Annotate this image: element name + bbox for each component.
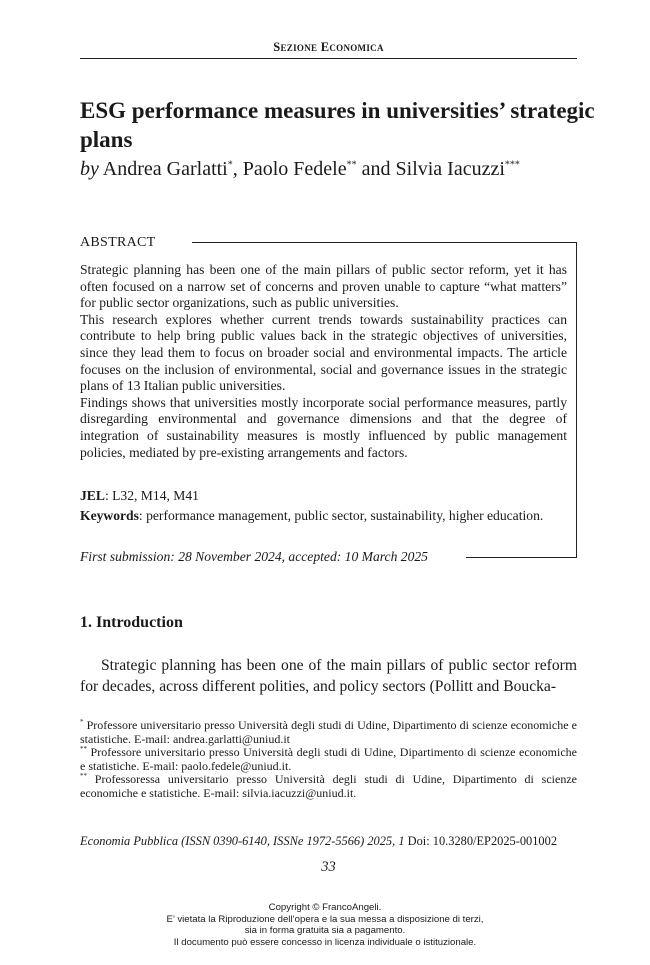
abstract-paragraph: Strategic planning has been one of the main pillars of public sector reform, yet it has often focused on a narrow set of concerns and proven unable to capture “what matters” for public sector organizations, such as public universities.	[80, 262, 567, 311]
author-iacuzzi: Silvia Iacuzzi	[395, 158, 505, 180]
keywords	[80, 507, 567, 524]
copyright-line: E’ vietata la Riproduzione dell’opera e la sua messa a disposizione di terzi,	[166, 913, 484, 925]
author-fedele: Paolo Fedele	[242, 158, 347, 180]
header-rule	[80, 58, 577, 59]
copyright-line: Copyright © FrancoAngeli.	[268, 902, 382, 913]
footnotes	[80, 719, 577, 801]
footnote-mark: **	[80, 745, 87, 754]
keywords-label: Keywords	[80, 508, 139, 523]
author-separator: ,	[232, 158, 243, 180]
running-head: Sezione Economica	[273, 40, 384, 54]
article-title: ESG performance measures in universities’ strategic plans	[80, 98, 595, 152]
footnote	[80, 719, 577, 746]
section-heading: 1. Introduction	[80, 614, 183, 631]
footnote	[80, 773, 577, 800]
author-fedele-mark: **	[346, 159, 357, 171]
abstract-frame-bottom	[466, 557, 577, 558]
footnote-mark: **	[80, 772, 87, 781]
footnote	[80, 746, 577, 773]
abstract-body	[80, 262, 567, 461]
introduction-text: Strategic planning has been one of the main pillars of public sector reform for decades, across different polities, and policy sectors (Pollitt and Boucka-	[80, 657, 577, 695]
footnote-text: Professore universitario presso Università degli studi di Udine, Dipartimento di scienze economiche e statistiche. E-mail: paolo.fedele@uniud.it.	[80, 745, 577, 773]
journal-citation	[80, 834, 577, 849]
author-iacuzzi-mark: ***	[504, 159, 520, 171]
abstract-label: ABSTRACT	[80, 235, 156, 250]
author-garlatti-mark: *	[227, 159, 233, 171]
abstract-paragraph: Findings shows that universities mostly incorporate social performance measures, partly disregarding environmental and governance dimensions and that the degree of integration of sustainability measures is mostly influenced by public management policies, mediated by pre-existing arrangements and factors.	[80, 394, 567, 460]
author-garlatti: Andrea Garlatti	[102, 158, 228, 180]
abstract-frame-top	[192, 242, 577, 243]
footnote-text: Professore universitario presso Università degli studi di Udine, Dipartimento di scienze economiche e statistiche. E-mail: andrea.garlatti@uniud.it	[80, 718, 577, 746]
author-separator: and	[356, 158, 396, 180]
abstract-frame-right	[576, 242, 577, 558]
jel-value: : L32, M14, M41	[104, 488, 199, 503]
footnote-mark: *	[80, 718, 84, 726]
author-line	[80, 158, 520, 181]
jel-label: JEL	[80, 488, 105, 503]
copyright-notice	[0, 902, 650, 948]
submission-dates: First submission: 28 November 2024, accepted: 10 March 2025	[80, 549, 428, 564]
page-number: 33	[321, 859, 336, 875]
by-label: by	[80, 158, 99, 180]
abstract-paragraph: This research explores whether current trends towards sustainability practices can contribute to help bring public values back in the strategic objectives of universities, since they lead them to focus on broader social and environmental impacts. The article focuses on the inclusion of environmental, social and governance issues in the strategic plans of 13 Italian public universities.	[80, 311, 567, 394]
journal-reference: Economia Pubblica (ISSN 0390-6140, ISSNe 1972-5566) 2025, 1	[80, 834, 405, 848]
keywords-value: : performance management, public sector, sustainability, higher education.	[138, 508, 544, 523]
jel-codes	[80, 487, 567, 504]
doi: Doi: 10.3280/EP2025-001002	[407, 834, 558, 848]
copyright-line: sia in forma gratuita sia a pagamento.	[244, 925, 406, 937]
copyright-line: Il documento può essere concesso in licenza individuale o istituzionale.	[173, 936, 477, 948]
footnote-text: Professoressa universitario presso Università degli studi di Udine, Dipartimento di scienze economiche e statistiche. E-mail: silvia.iacuzzi@uniud.it.	[80, 772, 577, 800]
